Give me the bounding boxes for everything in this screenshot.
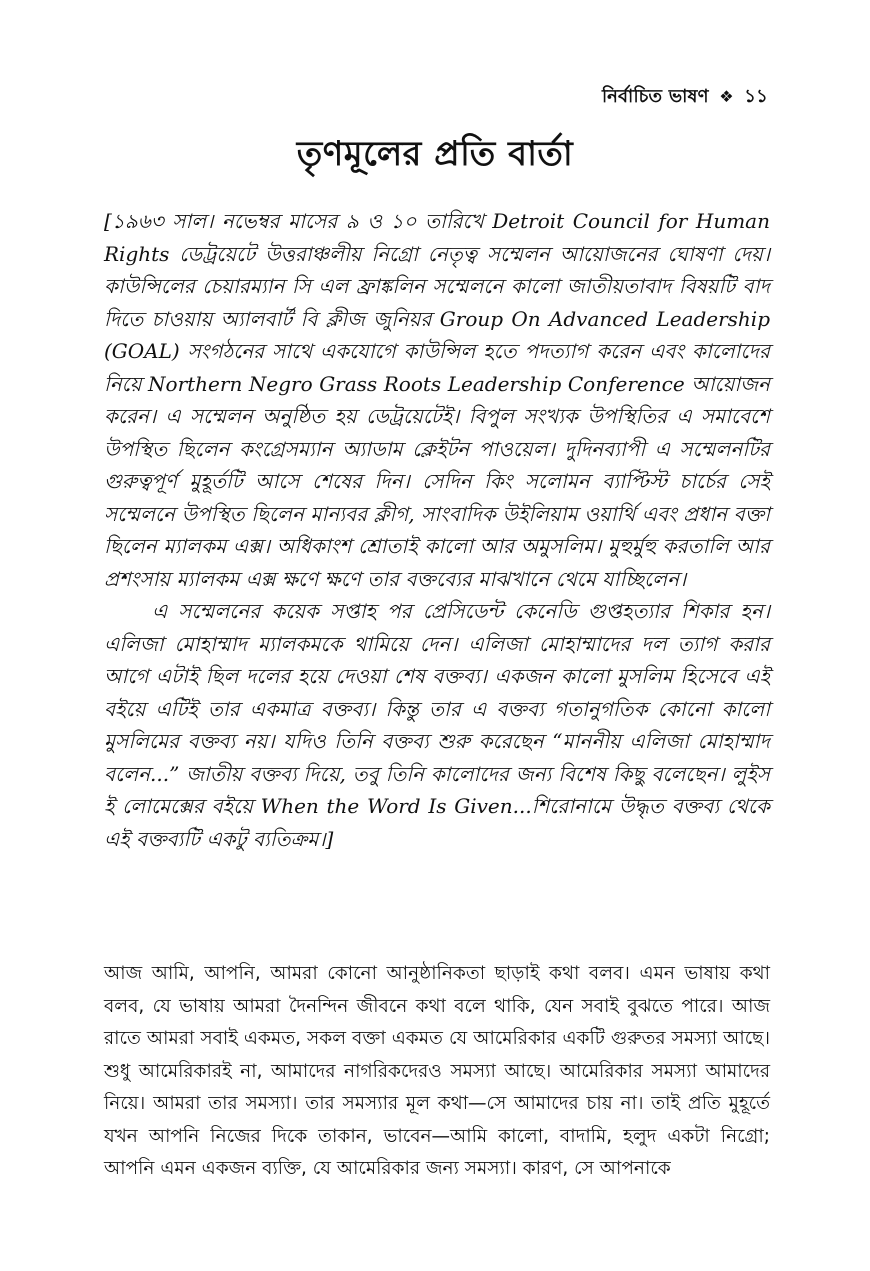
- page-number: ১১: [744, 86, 768, 107]
- intro-paragraph: [১৯৬৩ সাল। নভেম্বর মাসের ৯ ও ১০ তারিখে Detroit Council for Human Rights ডেট্রয়েটে উত্তরাঞ্চলীয় নিগ্রো নেতৃত্ব সম্মেলন আয়োজনের ঘোষণা দেয়। কাউন্সিলের চেয়ারম্যান সি এল ফ্রাঙ্কলিন সম্মেলনে কালো জাতীয়তাবাদ বিষয়টি বাদ দিতে চাওয়ায় অ্যালবার্ট বি ক্লীজ জুনিয়র Group On Advanced Leadership (GOAL) সংগঠনের সাথে একযোগে কাউন্সিল হতে পদত্যাগ করেন এবং কালোদের নিয়ে Northern Negro Grass Roots Leadership Conference আয়োজন করেন। এ সম্মেলন অনুষ্ঠিত হয় ডেট্রয়েটেই। বিপুল সংখ্যক উপস্থিতির এ সমাবেশে উপস্থিত ছিলেন কংগ্রেসম্যান অ্যাডাম ক্লেইটন পাওয়েল। দুদিনব্যাপী এ সম্মেলনটির গুরুত্বপূর্ণ মুহূর্তটি আসে শেষের দিন। সেদিন কিং সলোমন ব্যাপ্টিস্ট চার্চের সেই সম্মেলনে উপস্থিত ছিলেন মান্যবর ক্লীগ, সাংবাদিক উইলিয়াম ওয়ার্থি এবং প্রধান বক্তা ছিলেন ম্যালকম এক্স। অধিকাংশ শ্রোতাই কালো আর অমুসলিম। মুহুর্মুহু করতালি আর প্রশংসায় ম্যালকম এক্স ক্ষণে ক্ষণে তার বক্তব্যের মাঝখানে থেমে যাচ্ছিলেন।: [104, 209, 770, 591]
- editorial-introduction: [104, 205, 770, 855]
- running-header: [602, 82, 768, 113]
- speech-paragraph: আজ আমি, আপনি, আমরা কোনো আনুষ্ঠানিকতা ছাড়াই কথা বলব। এমন ভাষায় কথা বলব, যে ভাষায় আমরা দৈনন্দিন জীবনে কথা বলে থাকি, যেন সবাই বুঝতে পারে। আজ রাতে আমরা সবাই একমত, সকল বক্তা একমত যে আমেরিকার একটি গুরুতর সমস্যা আছে। শুধু আমেরিকারই না, আমাদের নাগরিকদেরও সমস্যা আছে। আমেরিকার সমস্যা আমাদের নিয়ে। আমরা তার সমস্যা। তার সমস্যার মূল কথা—সে আমাদের চায় না। তাই প্রতি মুহূর্তে যখন আপনি নিজের দিকে তাকান, ভাবেন—আমি কালো, বাদামি, হলুদ একটা নিগ্রো; আপনি এমন একজন ব্যক্তি, যে আমেরিকার জন্য সমস্যা। কারণ, সে আপনাকে: [104, 963, 770, 1179]
- ornament-diamond-icon: ❖: [719, 87, 734, 106]
- chapter-title: তৃণমূলের প্রতি বার্তা: [296, 134, 574, 174]
- running-title: নির্বাচিত ভাষণ: [601, 86, 709, 107]
- intro-paragraph: এ সম্মেলনের কয়েক সপ্তাহ পর প্রেসিডেন্ট কেনেডি গুপ্তহত্যার শিকার হন। এলিজা মোহাম্মাদ ম্যালকমকে থামিয়ে দেন। এলিজা মোহাম্মাদের দল ত্যাগ করার আগে এটাই ছিল দলের হয়ে দেওয়া শেষ বক্তব্য। একজন কালো মুসলিম হিসেবে এই বইয়ে এটিই তার একমাত্র বক্তব্য। কিন্তু তার এ বক্তব্য গতানুগতিক কোনো কালো মুসলিমের বক্তব্য নয়। যদিও তিনি বক্তব্য শুরু করেছেন “মাননীয় এলিজা মোহাম্মাদ বলেন...” জাতীয় বক্তব্য দিয়ে, তবু তিনি কালোদের জন্য বিশেষ কিছু বলেছেন। লুইস ই লোমেক্সের বইয়ে When the Word Is Given...শিরোনামে উদ্ধৃত বক্তব্য থেকে এই বক্তব্যটি একটু ব্যতিক্রম।]: [104, 599, 770, 851]
